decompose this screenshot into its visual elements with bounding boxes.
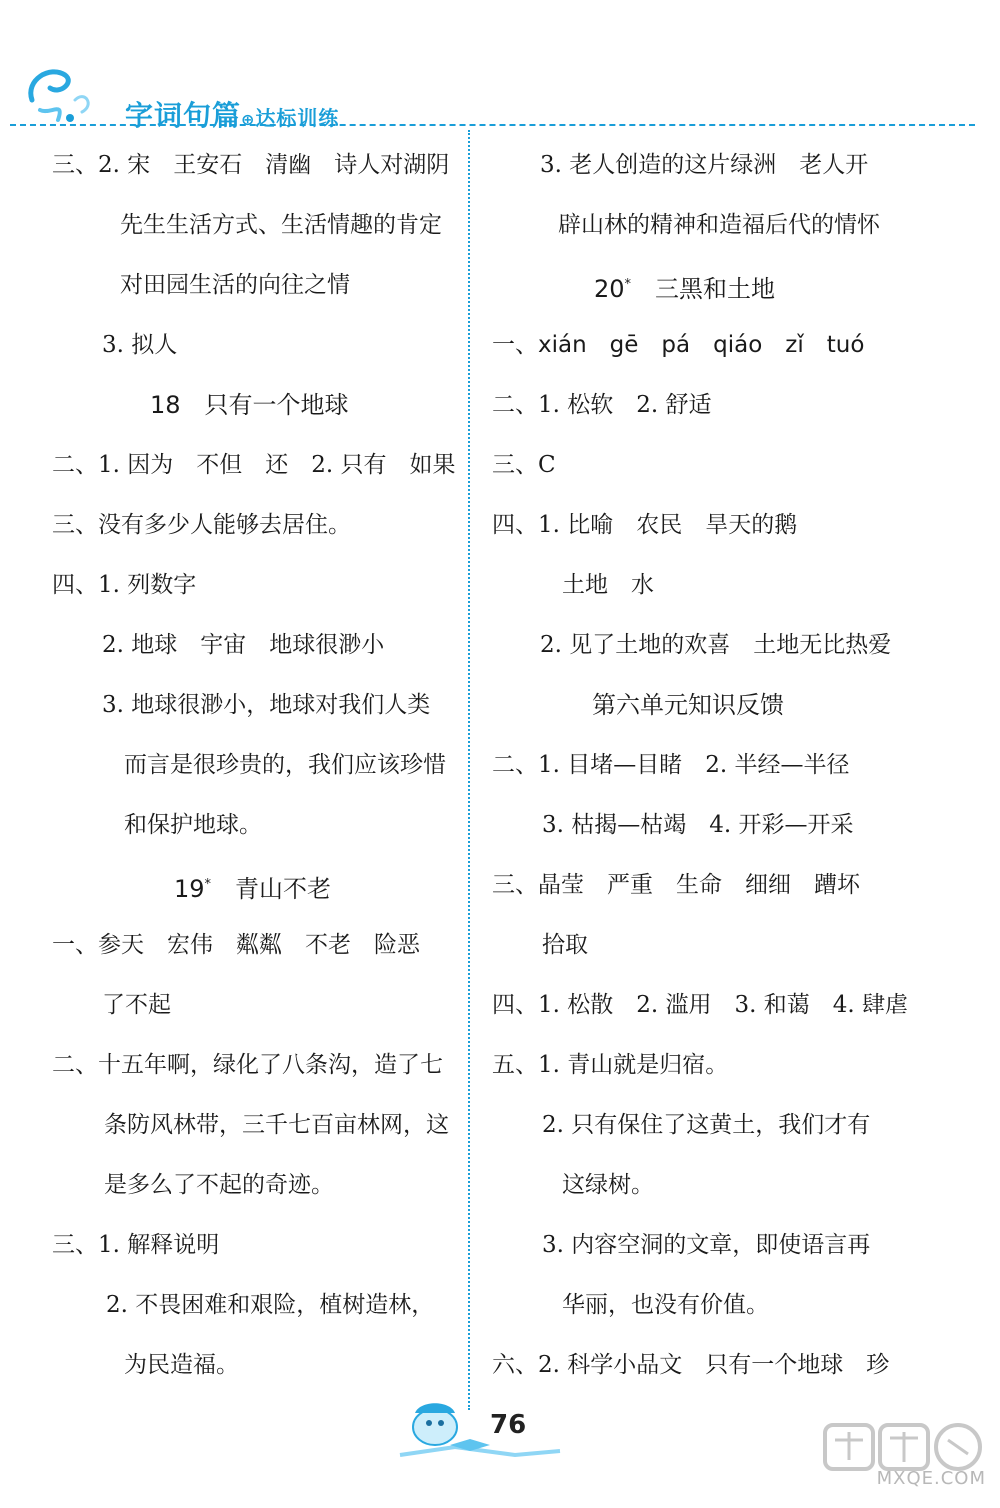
lesson-title: 三黑和土地 bbox=[655, 275, 776, 303]
answer-line: 五、1. 青山就是归宿。 bbox=[492, 1052, 729, 1078]
lesson-title: 青山不老 bbox=[235, 875, 332, 903]
answer-line: 而言是很珍贵的，我们应该珍惜 bbox=[124, 752, 446, 778]
header-title-main: 字词句篇 bbox=[125, 99, 242, 132]
answer-line: 3. 拟人 bbox=[102, 332, 178, 358]
header-divider bbox=[10, 124, 975, 126]
lesson-heading: 19* 青山不老 bbox=[174, 875, 332, 903]
header-subtitle: 达标训练 bbox=[255, 106, 340, 130]
footer-mascot-icon bbox=[395, 1395, 565, 1465]
pinyin-line: 一、xián gē pá qiáo zǐ tuó bbox=[492, 332, 865, 358]
answer-line: 二、1. 目堵—目睹 2. 半经—半径 bbox=[492, 752, 850, 778]
answer-line: 是多么了不起的奇迹。 bbox=[104, 1172, 334, 1198]
answer-line: 辟山林的精神和造福后代的情怀 bbox=[558, 212, 880, 238]
answer-line: 三、晶莹 严重 生命 细细 蹧坏 bbox=[492, 872, 860, 898]
answer-line: 三、C bbox=[492, 452, 556, 478]
answer-line: 2. 见了土地的欢喜 土地无比热爱 bbox=[540, 632, 892, 658]
answer-line: 二、1. 因为 不但 还 2. 只有 如果 bbox=[52, 452, 456, 478]
answer-line: 拾取 bbox=[542, 932, 588, 958]
lesson-heading: 18 只有一个地球 bbox=[150, 391, 349, 419]
answer-line: 六、2. 科学小品文 只有一个地球 珍 bbox=[492, 1352, 890, 1378]
answer-line: 二、十五年啊，绿化了八条沟，造了七 bbox=[52, 1052, 443, 1078]
page-number: 76 bbox=[490, 1410, 527, 1440]
lesson-heading: 20* 三黑和土地 bbox=[594, 275, 776, 303]
answer-line: 2. 不畏困难和艰险，植树造林， bbox=[106, 1292, 435, 1318]
lesson-number: 20 bbox=[594, 275, 625, 303]
answer-line: 三、没有多少人能够去居住。 bbox=[52, 512, 351, 538]
lesson-number: 19 bbox=[174, 875, 205, 903]
column-divider bbox=[468, 130, 470, 1410]
answer-line: 三、2. 宋 王安石 清幽 诗人对湖阴 bbox=[52, 152, 450, 178]
header-swirl-icon bbox=[20, 60, 110, 130]
answer-line: 3. 老人创造的这片绿洲 老人开 bbox=[540, 152, 869, 178]
answer-line: 三、1. 解释说明 bbox=[52, 1232, 220, 1258]
answer-line: 四、1. 松散 2. 滥用 3. 和蔼 4. 肆虐 bbox=[492, 992, 909, 1018]
answer-line: 对田园生活的向往之情 bbox=[120, 272, 350, 298]
answer-line: 了不起 bbox=[102, 992, 171, 1018]
answer-line: 这绿树。 bbox=[562, 1172, 654, 1198]
answer-line: 3. 内容空洞的文章，即使语言再 bbox=[542, 1232, 871, 1258]
answer-line: 二、1. 松软 2. 舒适 bbox=[492, 392, 712, 418]
answer-line: 四、1. 比喻 农民 旱天的鹅 bbox=[492, 512, 798, 538]
answer-line: 3. 枯揭—枯竭 4. 开彩—开采 bbox=[542, 812, 854, 838]
answer-line: 条防风林带，三千七百亩林网，这 bbox=[104, 1112, 449, 1138]
answer-line: 3. 地球很渺小，地球对我们人类 bbox=[102, 692, 431, 718]
answer-line: 2. 只有保住了这黄土，我们才有 bbox=[542, 1112, 871, 1138]
answer-line: 为民造福。 bbox=[124, 1352, 239, 1378]
page-header bbox=[20, 60, 980, 140]
answer-line: 华丽，也没有价值。 bbox=[562, 1292, 769, 1318]
answer-line: 一、参天 宏伟 粼粼 不老 险恶 bbox=[52, 932, 420, 958]
answer-line: 2. 地球 宇宙 地球很渺小 bbox=[102, 632, 385, 658]
answer-line: 土地 水 bbox=[562, 572, 654, 598]
header-title: 字词句篇⊕达标训练 bbox=[125, 99, 340, 132]
unit-heading: 第六单元知识反馈 bbox=[592, 691, 784, 719]
watermark-text: MXQE.COM bbox=[876, 1468, 986, 1489]
answer-line: 和保护地球。 bbox=[124, 812, 262, 838]
answer-line: 四、1. 列数字 bbox=[52, 572, 197, 598]
answer-line: 先生生活方式、生活情趣的肯定 bbox=[120, 212, 442, 238]
